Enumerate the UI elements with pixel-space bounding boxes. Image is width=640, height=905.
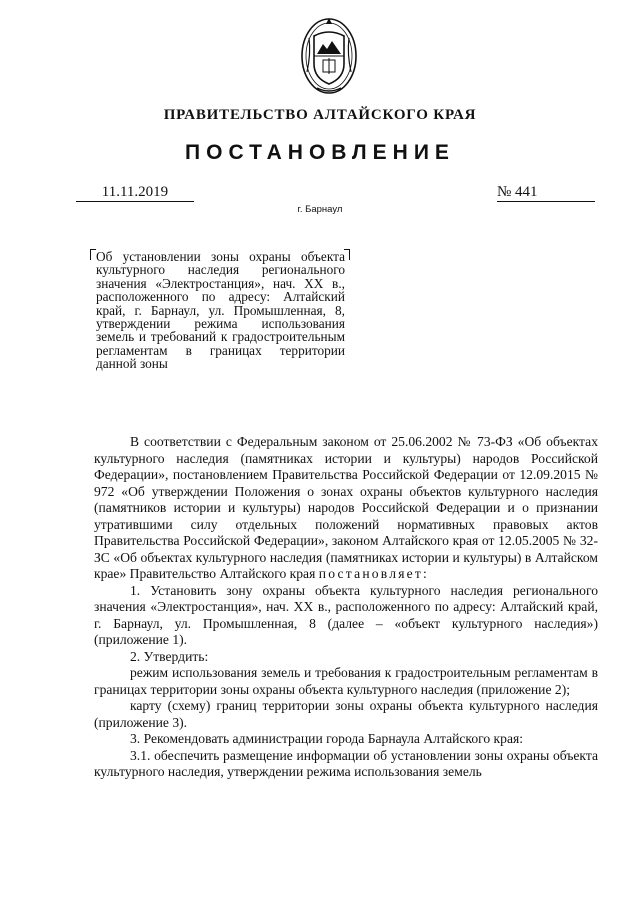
body-paragraph-item-3-1: 3.1. обеспечить размещение информации об установлении зоны охраны объекта культурного наследия, утверждении режима использования земель: [94, 747, 598, 779]
body-paragraph-item-1: 1. Установить зону охраны объекта культурного наследия регионального значения «Электростанция», нач. XX в., расположенного по адресу: Алтайский край, г. Барнаул, ул. Промышленная, 8 (далее – «объект культурного наследия») (приложение 1).: [94, 582, 598, 647]
document-body: [94, 434, 598, 781]
body-paragraph-item-2: 2. Утвердить:: [130, 648, 209, 664]
body-paragraph-preamble: [94, 434, 598, 583]
city-name: г. Барнаул: [297, 204, 343, 215]
altai-coat-of-arms-icon: [299, 14, 359, 96]
document-number: № 441: [497, 183, 595, 202]
preamble-text: В соответствии с Федеральным законом от 25.06.2002 № 73-ФЗ «Об объектах культурного наследия (памятниках истории и культуры) народов Российской Федерации», постановлением Правительства Российской Федерации от 12.09.2015 № 972 «Об утверждении Положения о зонах охраны объектов культурного наследия (памятников истории и культуры) народов Российской Федерации и о признании утратившими силу отдельных положений нормативных правовых актов Правительства Российской Федерации», законом Алтайского края от 12.05.2005 № 32-ЗС «Об объектах культурного наследия (памятниках истории и культуры) в Алтайском крае» Правительство Алтайского края: [94, 434, 598, 581]
body-paragraph-item-2a: режим использования земель и требования к градостроительным регламентам в границах территории зоны охраны объекта культурного наследия (приложение 2);: [94, 665, 598, 697]
document-date: 11.11.2019: [76, 183, 194, 202]
government-title: ПРАВИТЕЛЬСТВО АЛТАЙСКОГО КРАЯ: [163, 107, 477, 123]
body-paragraph-item-2b: карту (схему) границ территории зоны охраны объекта культурного наследия (приложение 3).: [94, 698, 598, 730]
decrees-word: постановляет:: [318, 566, 430, 581]
document-type: ПОСТАНОВЛЕНИЕ: [185, 141, 455, 164]
document-subject: Об установлении зоны охраны объекта культурного наследия регионального значения «Электростанция», нач. XX в., расположенного по адресу: Алтайский край, г. Барнаул, ул. Промышленная, 8, утверждении режима использования земель и требований к градостроительным регламентам в границах территории данной зоны: [96, 249, 345, 372]
body-paragraph-item-3: 3. Рекомендовать администрации города Барнаула Алтайского края:: [130, 731, 524, 746]
